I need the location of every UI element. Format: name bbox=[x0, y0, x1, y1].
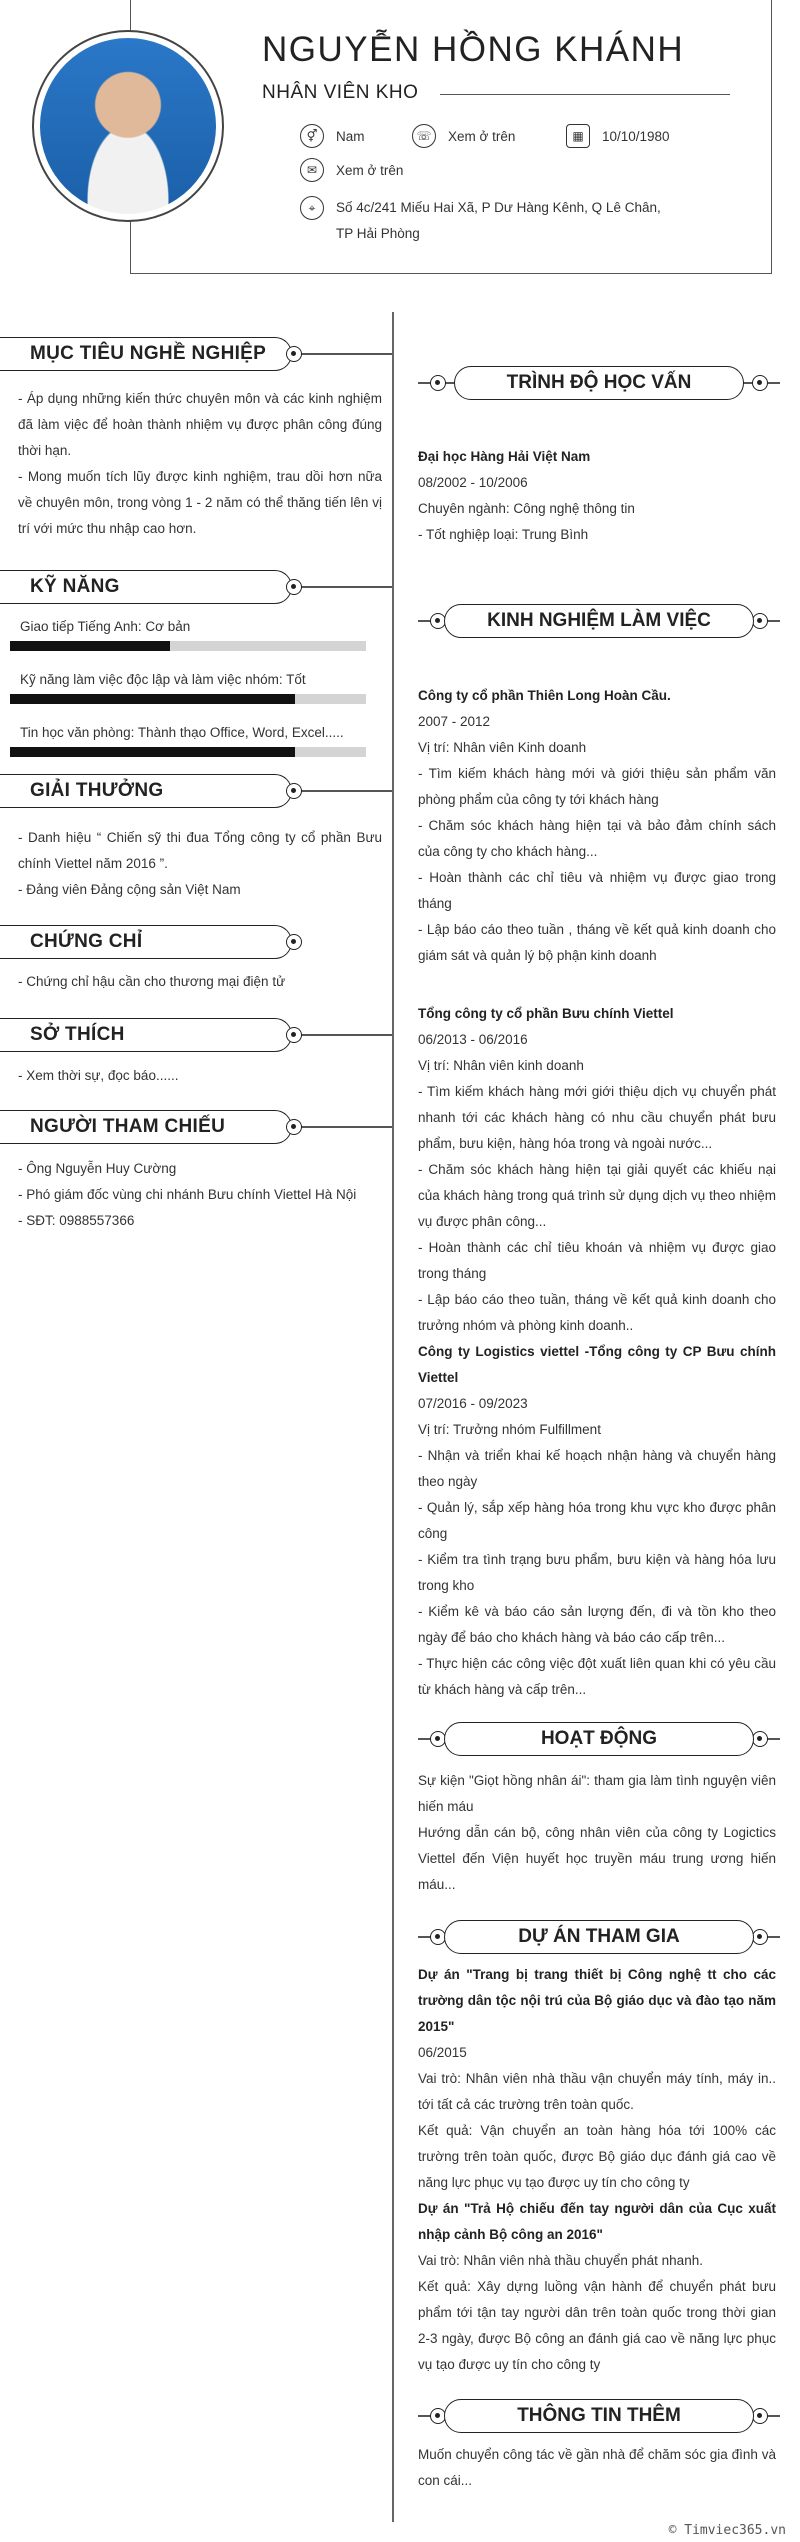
divider bbox=[440, 94, 730, 95]
section-header-education bbox=[418, 366, 780, 400]
awards-text: - Danh hiệu “ Chiến sỹ thi đua Tổng công ty cổ phần Bưu chính Viettel năm 2016 ”. - Đảng viên Đảng cộng sản Việt Nam bbox=[18, 830, 382, 897]
location-pin-icon: ⌖ bbox=[300, 196, 324, 220]
section-title: TRÌNH ĐỘ HỌC VẤN bbox=[454, 366, 744, 400]
skill-bar bbox=[10, 641, 366, 651]
projects-text: Dự án "Trang bị trang thiết bị Công nghệ tt cho các trường dân tộc nội trú của Bộ giáo dục và đào tạo năm 2015" 06/2015 Vai trò: Nhân viên nhà thầu vận chuyển máy tính, máy in.. tới tất cả các trường trên toàn quốc. Kết quả: Vận chuyển an toàn hàng hóa tới 100% các trường trên toàn quốc, được Bộ giáo dục đánh giá cao về năng lực phục vụ tạo được uy tín cho công ty Dự án "Trả Hộ chiếu đến tay người dân của Cục xuất nhập cảnh Bộ công an 2016" Vai trò: Nhân viên nhà thầu chuyển phát nhanh. Kết quả: Xây dựng luồng vận hành để chuyển phát bưu phẩm tới tận tay người dân trên toàn quốc trong thời gian 2-3 ngày, được Bộ công an đánh giá cao về năng lực phục vụ tạo được uy tín cho công ty bbox=[418, 1967, 776, 2372]
skill-bar-fill bbox=[10, 694, 295, 704]
certificates-text: - Chứng chỉ hậu cần cho thương mại điện tử bbox=[18, 974, 286, 989]
additional-text: Muốn chuyển công tác về gần nhà để chăm sóc gia đình và con cái... bbox=[418, 2447, 776, 2488]
email-row bbox=[300, 158, 403, 182]
address-line: Số 4c/241 Miếu Hai Xã, P Dư Hàng Kênh, Q Lê Chân, bbox=[336, 200, 661, 215]
section-header-awards bbox=[0, 774, 392, 808]
section-header-skills bbox=[0, 570, 392, 604]
skill-bar-fill bbox=[10, 747, 295, 757]
address-row bbox=[300, 196, 661, 247]
phone-value: Xem ở trên bbox=[448, 128, 516, 144]
gender-value: Nam bbox=[336, 128, 365, 144]
gender-icon: ⚥ bbox=[300, 124, 324, 148]
section-header-activities bbox=[418, 1722, 780, 1756]
hobbies-text: - Xem thời sự, đọc báo...... bbox=[18, 1068, 179, 1083]
section-title: MỤC TIÊU NGHỀ NGHIỆP bbox=[0, 337, 292, 371]
section-title: NGƯỜI THAM CHIẾU bbox=[0, 1110, 292, 1144]
experience-job: Công ty cổ phần Thiên Long Hoàn Cầu. 2007 - 2012 Vị trí: Nhân viên Kinh doanh - Tìm kiếm khách hàng mới và giới thiệu sản phẩm văn phòng phẩm của công ty tới khách hàng - Chăm sóc khách hàng hiện tại và bảo đảm chính sách của công ty cho khách hàng... - Hoàn thành các chỉ tiêu và nhiệm vụ được giao trong tháng - Lập báo cáo theo tuần , tháng về kết quả kinh doanh cho giám sát và quản lý bộ phận kinh doanh bbox=[418, 688, 776, 963]
dob-row bbox=[566, 124, 670, 148]
section-title: CHỨNG CHỈ bbox=[0, 925, 292, 959]
section-header-references bbox=[0, 1110, 392, 1144]
objective-text: - Áp dụng những kiến thức chuyên môn và các kinh nghiệm đã làm việc để hoàn thành nhiệm vụ được phân công đúng thời hạn. - Mong muốn tích lũy được kinh nghiệm, trau dồi hơn nữa về chuyên môn, trong vòng 1 - 2 năm có thể thăng tiến lên vị trí với mức thu nhập cao hơn. bbox=[18, 391, 382, 536]
watermark: © Timviec365.vn bbox=[668, 2523, 786, 2538]
skill-label: Tin học văn phòng: Thành thạo Office, Word, Excel..... bbox=[20, 725, 344, 740]
section-title: KỸ NĂNG bbox=[0, 570, 292, 604]
section-header-experience bbox=[418, 604, 780, 638]
section-header-projects bbox=[418, 1920, 780, 1954]
dob-value: 10/10/1980 bbox=[602, 128, 670, 144]
avatar bbox=[40, 38, 216, 214]
column-divider bbox=[392, 312, 394, 2522]
references-text: - Ông Nguyễn Huy Cường - Phó giám đốc vùng chi nhánh Bưu chính Viettel Hà Nội - SĐT: 0988557366 bbox=[18, 1161, 357, 1228]
skill-bar-fill bbox=[10, 641, 170, 651]
experience-job: Tổng công ty cổ phần Bưu chính Viettel 06/2013 - 06/2016 Vị trí: Nhân viên kinh doanh - Tìm kiếm khách hàng mới giới thiệu dịch vụ chuyển phát nhanh tới các khách hàng có nhu cầu chuyển phát bưu phẩm, bưu kiện, hàng hóa trong và ngoài nước... - Chăm sóc khách hàng hiện tại giải quyết các khiếu nại của khách hàng trong quá trình sử dụng dịch vụ theo nhiệm vụ được phân công... - Hoàn thành các chỉ tiêu khoán và nhiệm vụ được giao trong tháng - Lập báo cáo theo tuần, tháng về kết quả kinh doanh cho trưởng nhóm và phòng kinh doanh.. Công ty Logistics viettel -Tổng công ty CP Bưu chính Viettel 07/2016 - 09/2023 Vị trí: Trưởng nhóm Fulfillment - Nhận và triển khai kế hoạch nhận hàng và chuyển hàng theo ngày - Quản lý, sắp xếp hàng hóa trong khu vực kho được phân công - Kiểm tra tình trạng bưu phẩm, bưu kiện và hàng hóa lưu trong kho - Kiểm kê và báo cáo sản lượng đến, đi và tồn kho theo ngày để báo cho khách hàng và báo cáo cấp trên... - Thực hiện các công việc đột xuất liên quan khi có yêu cầu từ khách hàng và cấp trên... bbox=[418, 1006, 776, 1697]
calendar-icon: ▦ bbox=[566, 124, 590, 148]
section-header-additional bbox=[418, 2399, 780, 2433]
address-line: TP Hải Phòng bbox=[336, 226, 420, 241]
section-header-certificates bbox=[0, 925, 392, 959]
section-header-objective bbox=[0, 337, 392, 371]
email-value: Xem ở trên bbox=[336, 162, 404, 178]
job-position: NHÂN VIÊN KHO bbox=[262, 82, 419, 103]
education-text: Đại học Hàng Hải Việt Nam 08/2002 - 10/2006 Chuyên ngành: Công nghệ thông tin - Tốt nghiệp loại: Trung Bình bbox=[418, 449, 635, 542]
phone-icon: ☏ bbox=[412, 124, 436, 148]
section-header-hobbies bbox=[0, 1018, 392, 1052]
section-title: KINH NGHIỆM LÀM VIỆC bbox=[444, 604, 754, 638]
section-title: HOẠT ĐỘNG bbox=[444, 1722, 754, 1756]
skill-label: Giao tiếp Tiếng Anh: Cơ bản bbox=[20, 619, 191, 634]
skill-bar bbox=[10, 694, 366, 704]
candidate-name: NGUYỄN HỒNG KHÁNH bbox=[262, 30, 685, 69]
mail-icon: ✉ bbox=[300, 158, 324, 182]
section-title: DỰ ÁN THAM GIA bbox=[444, 1920, 754, 1954]
activities-text: Sự kiện "Giọt hồng nhân ái": tham gia làm tình nguyện viên hiến máu Hướng dẫn cán bộ, công nhân viên của công ty Logictics Viettel đến Viện huyết học truyền máu trung ương hiến máu... bbox=[418, 1773, 776, 1892]
gender-row bbox=[300, 124, 365, 148]
section-title: GIẢI THƯỞNG bbox=[0, 774, 292, 808]
phone-row bbox=[412, 124, 515, 148]
section-title: SỞ THÍCH bbox=[0, 1018, 292, 1052]
section-title: THÔNG TIN THÊM bbox=[444, 2399, 754, 2433]
avatar-frame bbox=[32, 30, 224, 222]
skill-label: Kỹ năng làm việc độc lập và làm việc nhóm: Tốt bbox=[20, 672, 306, 687]
skill-bar bbox=[10, 747, 366, 757]
